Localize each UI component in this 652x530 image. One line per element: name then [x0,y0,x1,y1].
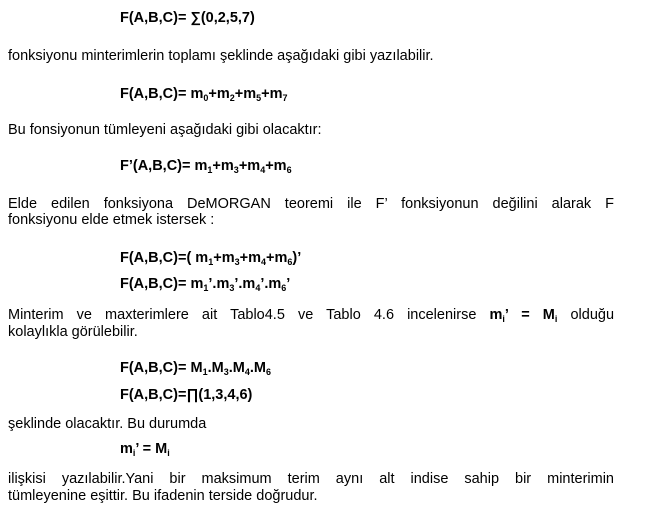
formula-sum-of-minterms: F(A,B,C)= ∑(0,2,5,7) [120,10,255,26]
paragraph-6-line-1: ilişkisi yazılabilir.Yani bir maksimum terim aynı alt indise sahip bir minterimin [8,471,614,487]
paragraph-5: şeklinde olacaktır. Bu durumda [8,416,207,432]
paragraph-2: Bu fonsiyonun tümleyeni aşağıdaki gibi olacaktır: [8,122,322,138]
formula-demorgan-step-2: $F(A,B,C)= m_1’.m_3’.m_4’.m_6$’ [120,276,291,293]
formula-product-notation: F(A,B,C)=∏(1,3,4,6) [120,387,253,403]
paragraph-4-line-2: kolaylıkla görülebilir. [8,324,138,340]
formula-complement: F’(A,B,C)= $m_1+m_3+m_4+m_6$ [120,158,292,175]
formula-relation: $m_i$’ = $M_i$ [120,441,170,458]
paragraph-1: fonksiyonu minterimlerin toplamı şeklinde aşağıdaki gibi yazılabilir. [8,48,434,64]
formula-demorgan-step-1: F(A,B,C)=( $m_1+m_3+m_4+m_6$)’ [120,250,302,267]
paragraph-6-line-2: tümleyenine eşittir. Bu ifadenin terside doğrudur. [8,488,318,504]
paragraph-3-line-2: fonksiyonu elde etmek istersek : [8,212,215,228]
paragraph-3-line-1: Elde edilen fonksiyona DeMORGAN teoremi ile F’ fonksiyonun değilini alarak F [8,196,614,212]
formula-minterm-expansion: $F(A,B,C)= m_0+m_2+m_5+m_7$ [120,86,288,103]
paragraph-4-line-1: Minterim ve maxterimlere ait Tablo4.5 ve Tablo 4.6 incelenirse $m_i$’ = $M_i$ olduğu [8,307,615,324]
formula-maxterm-product: $F(A,B,C)= M_1.M_3.M_4.M_6$ [120,360,271,377]
